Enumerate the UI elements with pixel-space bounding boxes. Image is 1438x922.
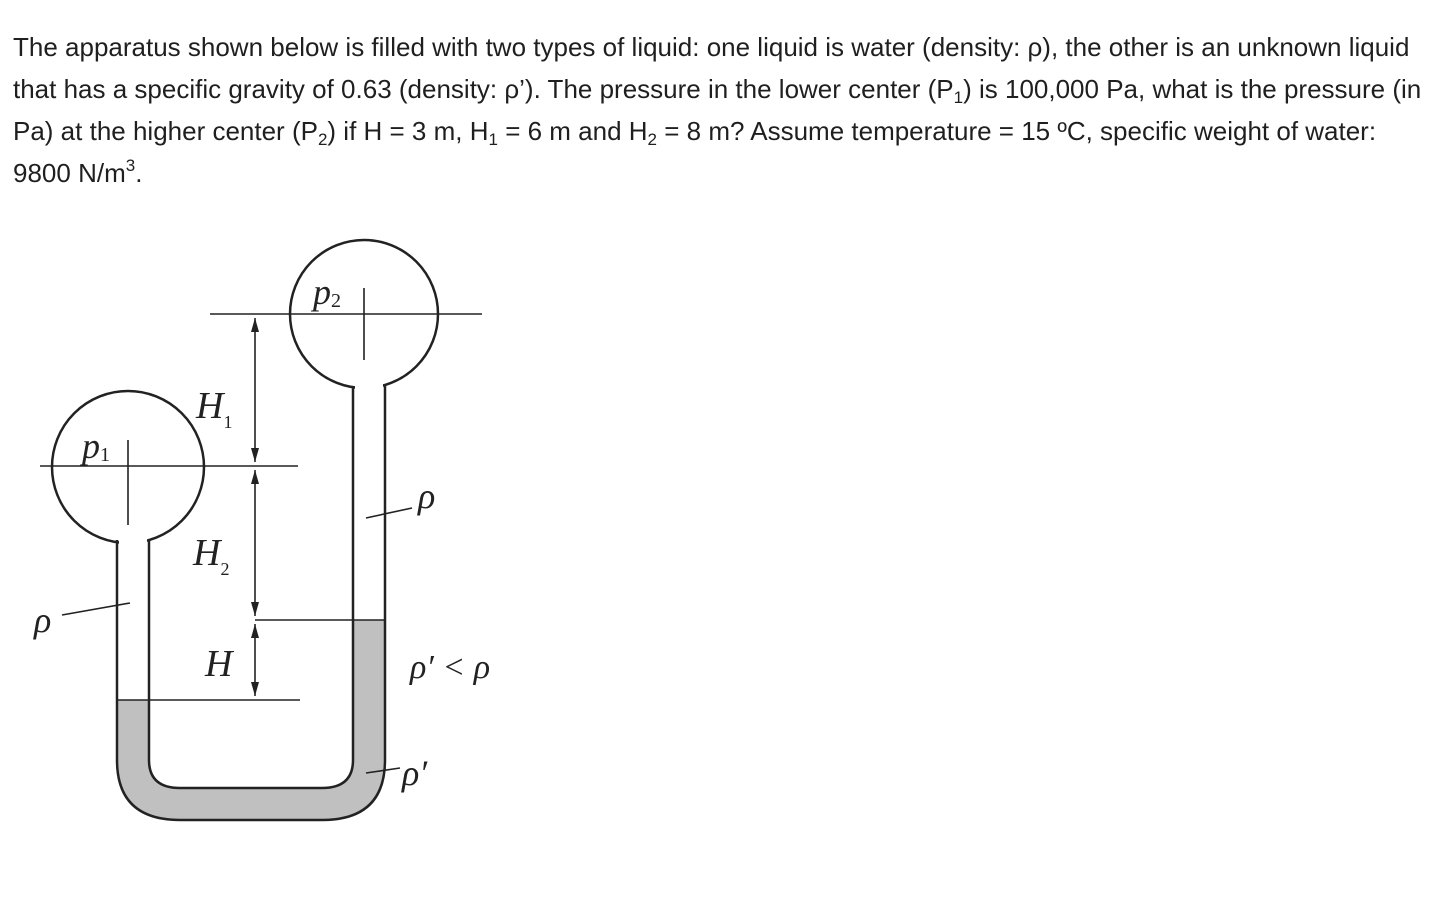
subscript: 2	[317, 130, 328, 149]
question-part: ) if H = 3 m, H	[327, 116, 489, 146]
lower-liquid-fill	[117, 620, 385, 820]
density-comparison-label: ρ′ < ρ	[410, 649, 491, 686]
subscript: 1	[488, 130, 498, 149]
rho-prime-label: ρ′	[402, 753, 428, 793]
rho-right-leader	[366, 508, 412, 518]
question-part: = 6 m and H	[497, 116, 648, 146]
u-tube-outer-wall	[117, 386, 385, 820]
rho-left-label: ρ	[34, 600, 52, 640]
u-tube-inner-wall	[149, 386, 353, 788]
rho-left-leader	[62, 603, 130, 615]
superscript: 3	[125, 156, 136, 175]
rho-right-label: ρ	[418, 476, 436, 516]
h2-label: $H_2$	[193, 532, 230, 579]
h1-label: $H_1$	[196, 385, 233, 432]
question-part: .	[135, 158, 143, 188]
subscript: 1	[953, 88, 964, 107]
h-label: H	[205, 643, 233, 685]
reference-lines	[40, 288, 482, 773]
question-part: The apparatus shown below is filled with two types of liquid: one liquid is water (density: ρ), the other is an unknown liquid that has a specific gravity of 0.63 (density: ρ’). The pressure in the lower center (P	[13, 32, 1410, 104]
question-part: ) is 100,000 Pa, what is the pressure (in Pa) at the higher center (P	[13, 74, 1422, 146]
question-part: = 8 m? Assume temperature = 15 ºC, specific weight of water: 9800 N/m	[13, 116, 1377, 188]
p2-label: p2	[313, 272, 341, 312]
p1-label: p1	[82, 426, 110, 466]
subscript: 2	[647, 130, 658, 149]
